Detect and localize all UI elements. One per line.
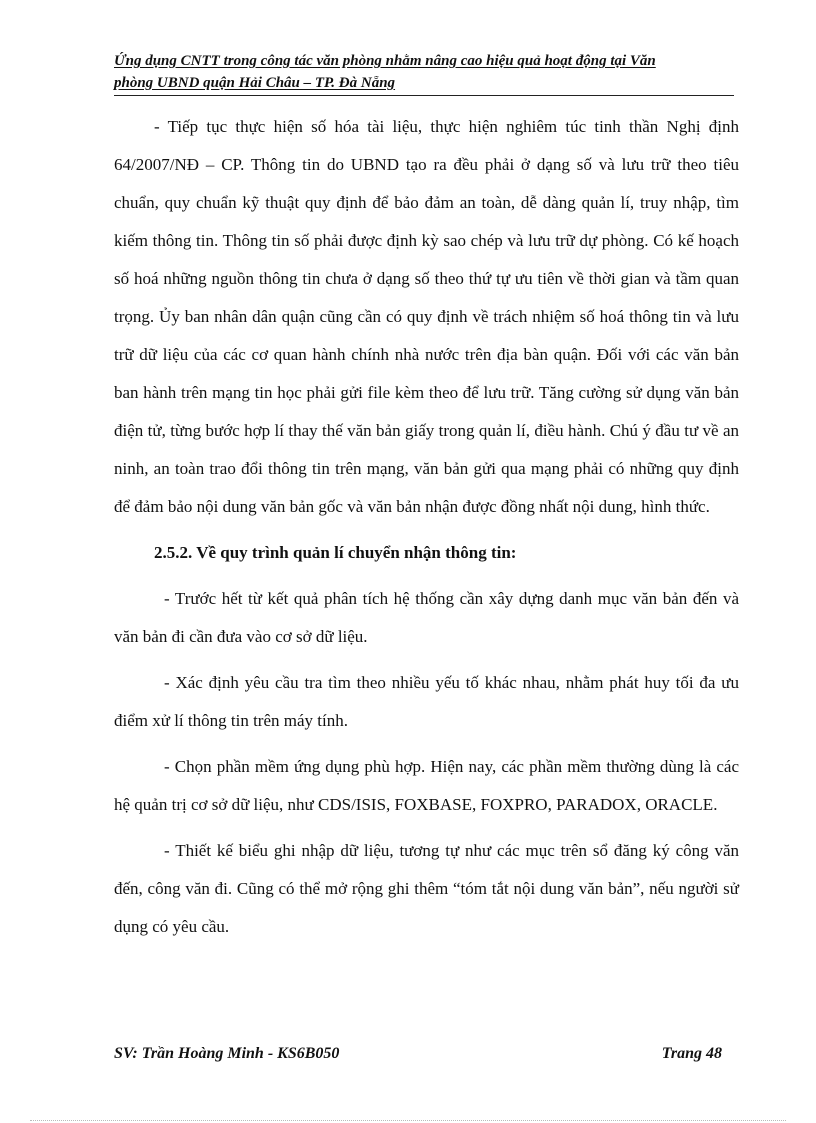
page-footer xyxy=(114,1045,722,1063)
list-item: - Thiết kế biểu ghi nhập dữ liệu, tương tự như các mục trên sổ đăng ký công văn đến, công văn đi. Cũng có thể mở rộng ghi thêm “tóm tắt nội dung văn bản”, nếu người sử dụng có yêu cầu. xyxy=(114,841,739,936)
page-header xyxy=(114,50,734,96)
list-item: - Trước hết từ kết quả phân tích hệ thống cần xây dựng danh mục văn bản đến và văn bản đi cần đưa vào cơ sở dữ liệu. xyxy=(114,589,739,646)
header-line-2: phòng UBND quận Hải Châu – TP. Đà Nẵng xyxy=(114,75,396,91)
paragraph-digitization: - Tiếp tục thực hiện số hóa tài liệu, thực hiện nghiêm túc tinh thần Nghị định 64/2007/NĐ – CP. Thông tin do UBND tạo ra đều phải ở dạng số và lưu trữ theo tiêu chuẩn, quy chuẩn kỹ thuật quy định để bảo đảm an toàn, dễ dàng quản lí, truy nhập, tìm kiếm thông tin. Thông tin số phải được định kỳ sao chép và lưu trữ dự phòng. Có kế hoạch số hoá những nguồn thông tin chưa ở dạng số theo thứ tự ưu tiên về thời gian và tầm quan trọng. Ủy ban nhân dân quận cũng cần có quy định về trách nhiệm số hoá thông tin và lưu trữ dữ liệu của các cơ quan hành chính nhà nước trên địa bàn quận. Đối với các văn bản ban hành trên mạng tin học phải gửi file kèm theo để lưu trữ. Tăng cường sử dụng văn bản điện tử, từng bước hợp lí thay thế văn bản giấy trong quản lí, điều hành. Chú ý đầu tư về an ninh, an toàn trao đổi thông tin trên mạng, văn bản gửi qua mạng phải có những quy định để đảm bảo nội dung văn bản gốc và văn bản nhận được đồng nhất nội dung, hình thức. xyxy=(114,117,739,516)
section-heading: 2.5.2. Về quy trình quản lí chuyển nhận thông tin: xyxy=(154,543,517,562)
header-line-1: Ứng dụng CNTT trong công tác văn phòng nhằm nâng cao hiệu quả hoạt động tại Văn xyxy=(114,53,656,69)
list-item: - Xác định yêu cầu tra tìm theo nhiều yếu tố khác nhau, nhằm phát huy tối đa ưu điểm xử lí thông tin trên máy tính. xyxy=(114,673,739,730)
footer-author: SV: Trần Hoàng Minh - KS6B050 xyxy=(114,1045,340,1062)
bottom-divider xyxy=(30,1120,786,1121)
list-item: - Chọn phần mềm ứng dụng phù hợp. Hiện nay, các phần mềm thường dùng là các hệ quản trị cơ sở dữ liệu, như CDS/ISIS, FOXBASE, FOXPRO, PARADOX, ORACLE. xyxy=(114,757,739,814)
page-number: Trang 48 xyxy=(661,1045,722,1062)
document-body xyxy=(114,108,739,954)
